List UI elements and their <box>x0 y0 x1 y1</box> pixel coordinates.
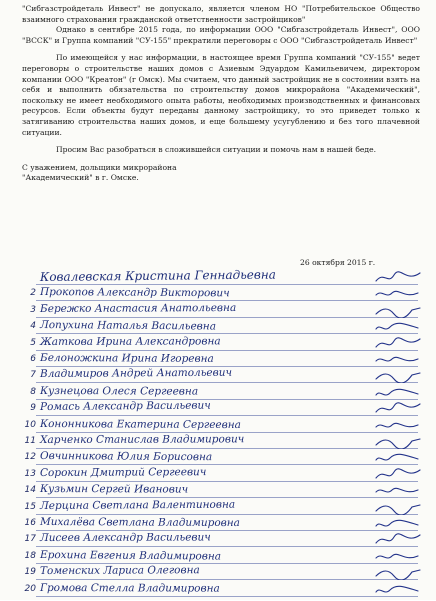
signature-number: 12 <box>24 452 36 463</box>
handwritten-signature <box>374 434 422 448</box>
signature-row <box>0 483 436 499</box>
signature-number: 18 <box>24 550 36 561</box>
signature-number: 17 <box>24 534 36 545</box>
signature-number: 6 <box>30 354 36 364</box>
signature-line <box>36 546 418 547</box>
signature-line <box>36 382 418 383</box>
signature-number: 8 <box>30 386 36 397</box>
signature-name: Лисеев Александр Васильевич <box>39 531 211 545</box>
signature-number: 11 <box>24 436 36 446</box>
letter-date: 26 октября 2015 г. <box>300 258 376 267</box>
signature-row <box>0 303 436 319</box>
signature-line <box>36 596 418 597</box>
signature-row <box>0 267 436 286</box>
signature-name: Лопухина Наталья Васильевна <box>39 319 217 333</box>
handwritten-signature <box>374 549 422 563</box>
signature-row <box>0 549 436 565</box>
signature-row <box>0 582 436 598</box>
signature-name: Томенских Лариса Олеговна <box>39 564 200 578</box>
signature-line <box>36 563 418 564</box>
signature-name: Кузнецова Олеся Сергеевна <box>39 384 199 398</box>
signature-number: 14 <box>24 485 36 496</box>
signature-number: 5 <box>30 337 36 348</box>
signature-row <box>0 352 436 368</box>
handwritten-signature <box>374 368 422 382</box>
handwritten-signature <box>374 483 422 497</box>
signature-number: 4 <box>30 321 36 332</box>
signature-row <box>0 319 436 335</box>
signature-line <box>36 415 418 416</box>
signature-line <box>36 448 418 449</box>
handwritten-signature <box>374 532 422 546</box>
signature-number: 2 <box>30 288 36 299</box>
signature-row <box>0 467 436 483</box>
signature-row <box>0 286 436 302</box>
signature-line <box>36 284 418 285</box>
signature-number: 9 <box>30 403 36 414</box>
closing-line-1: С уважением, дольщики микрорайона <box>22 162 177 172</box>
signature-name: Кононникова Екатерина Сергеевна <box>39 417 241 431</box>
signature-row <box>0 368 436 384</box>
signature-line <box>36 464 418 465</box>
signature-name: Овчинникова Юлия Борисовна <box>39 450 213 464</box>
signature-line <box>36 317 418 318</box>
signature-row <box>0 450 436 466</box>
handwritten-signature <box>374 385 422 399</box>
paragraph-1: "Сибгазстройдеталь Инвест" не допускало, является членом НО "Потребительское Общество взаимного страхования гражданской ответственности застройщиков" <box>22 4 420 24</box>
signature-name: Белоножкина Ирина Игоревна <box>39 352 214 365</box>
signature-name: Лерцина Светлана Валентиновна <box>39 498 236 512</box>
signature-name: Ковалевская Кристина Геннадьевна <box>39 267 276 284</box>
signature-row <box>0 418 436 434</box>
handwritten-signature <box>374 352 422 366</box>
paragraph-3: По имеющейся у нас информации, в настоящее время Группа компаний "СУ-155" ведет переговоры о строительстве наших домов с Азиевым Эдуардом Камильевичем, директором компании ООО "Креатон" (г Омск). Мы считаем, что данный застройщик не в состоянии взять на себя и выполнить обязательства по строительству домов микрорайона "Академический", поскольку не имеет необходимого опыта работы, необходимых производственных и финансовых ресурсов. Если объекты будут переданы данному застройщику, то это приведет только к затягиванию строительства наших домов, и еще большему усугублению и без того плачевной ситуации. <box>22 53 420 137</box>
paragraph-4: Просим Вас разобраться в сложившейся ситуации и помочь нам в нашей беде. <box>56 145 377 155</box>
closing-line-2: "Академический" в г. Омске. <box>22 173 139 183</box>
signature-number: 10 <box>24 419 36 430</box>
signature-row <box>0 385 436 401</box>
signature-row <box>0 336 436 352</box>
signature-row <box>0 565 436 581</box>
signature-row <box>0 500 436 516</box>
handwritten-signature <box>374 319 422 333</box>
signature-name: Громова Стелла Владимировна <box>39 581 220 595</box>
signature-name: Михалёва Светлана Владимировна <box>39 516 240 530</box>
signature-line <box>36 514 418 515</box>
handwritten-signature <box>374 286 422 300</box>
signature-row <box>0 532 436 548</box>
handwritten-signature <box>374 418 422 432</box>
handwritten-signature <box>374 500 422 514</box>
handwritten-signature <box>374 467 422 481</box>
signature-name: Кузьмин Сергей Иванович <box>39 483 189 496</box>
signature-name: Харченко Станислав Владимирович <box>39 433 245 446</box>
signature-name: Сорокин Дмитрий Сергеевич <box>39 465 207 479</box>
handwritten-signature <box>374 401 422 415</box>
handwritten-signature <box>374 303 422 317</box>
signature-row <box>0 401 436 417</box>
letter-body <box>22 4 420 184</box>
signature-number: 20 <box>24 583 36 594</box>
signature-list <box>0 268 436 600</box>
signature-number: 15 <box>24 501 36 512</box>
signature-name: Жаткова Ирина Александровна <box>39 334 221 348</box>
handwritten-signature <box>374 270 422 284</box>
handwritten-signature <box>374 336 422 350</box>
signature-line <box>36 579 418 580</box>
signature-name: Ромась Александр Васильевич <box>39 399 211 414</box>
handwritten-signature <box>374 582 422 596</box>
signature-name: Прокопов Александр Викторович <box>39 286 230 300</box>
signature-name: Ерохина Евгения Владимировна <box>39 548 222 563</box>
signature-number: 19 <box>24 567 36 578</box>
handwritten-signature <box>374 450 422 464</box>
signature-number: 3 <box>30 304 36 315</box>
signature-name: Владимиров Андрей Анатольевич <box>39 367 233 381</box>
signature-line <box>36 333 418 334</box>
paragraph-2: Однако в сентябре 2015 года, по информации ООО "Сибгазстройдеталь Инвест", ООО "ВССК" и Группа компаний "СУ-155" прекратили переговоры с ООО "Сибгазстройдеталь Инвест" <box>22 25 420 45</box>
handwritten-signature <box>374 516 422 530</box>
signature-row <box>0 434 436 450</box>
signature-number: 16 <box>24 518 36 528</box>
signature-number: 13 <box>24 468 36 479</box>
signature-line <box>36 350 418 351</box>
signature-name: Бережко Анастасия Анатольевна <box>39 301 237 315</box>
signature-line <box>36 481 418 482</box>
signature-number: 7 <box>30 370 36 381</box>
handwritten-signature <box>374 565 422 579</box>
signature-row <box>0 516 436 532</box>
